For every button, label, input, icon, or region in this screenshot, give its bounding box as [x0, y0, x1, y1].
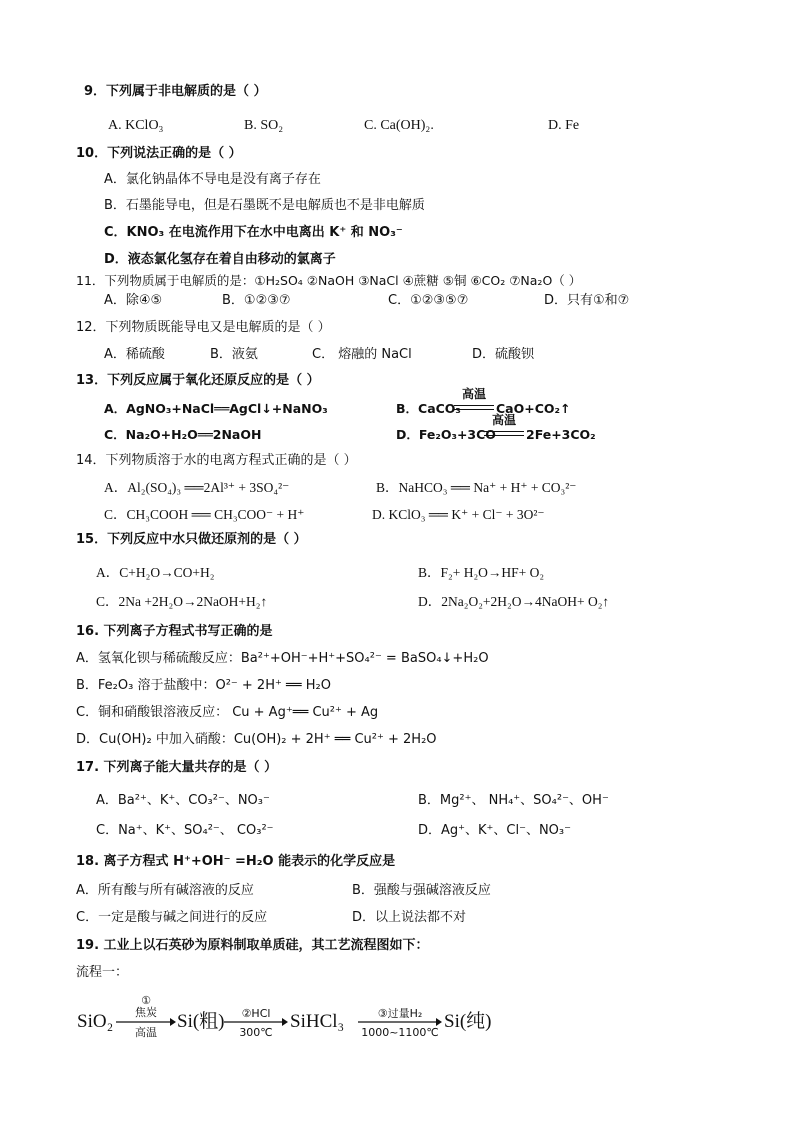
q19-stem: 19. 工业上以石英砂为原料制取单质硅，其工艺流程图如下： — [76, 938, 429, 953]
q15-option-d: D．2Na₂O₂+2H₂O→4NaOH+ O₂↑ — [418, 594, 610, 609]
q19-flow-label: 流程一： — [76, 965, 129, 980]
q13-option-b-left: B．CaCO₃ — [396, 401, 461, 416]
q14-option-a: A．Al₂(SO₄)₃ ══2Al³⁺ + 3SO₄²⁻ — [104, 480, 290, 495]
q18-option-c: C．一定是酸与碱之间进行的反应 — [76, 910, 268, 925]
q16-option-c: C．铜和硝酸银溶液反应： Cu + Ag⁺══ Cu²⁺ + Ag — [76, 705, 379, 720]
q17-option-b: B．Mg²⁺、 NH₄⁺、SO₄²⁻、OH⁻ — [418, 793, 609, 808]
flow-si-pure: Si(纯) — [444, 1011, 492, 1032]
q14-option-d: D. KClO₃ ══ K⁺ + Cl⁻ + 3O²⁻ — [372, 507, 545, 522]
q9-option-a: A. KClO₃ — [108, 118, 164, 133]
q13-d-eq-line-bottom — [484, 435, 524, 436]
q12-option-a: A．稀硫酸 — [104, 347, 165, 362]
q12-option-b: B．液氨 — [210, 347, 258, 362]
q14-option-c: C．CH₃COOH ══ CH₃COO⁻ + H⁺ — [104, 507, 305, 522]
q13-option-d-condition: 高温 — [491, 413, 516, 427]
q16-option-a: A．氢氧化钡与稀硫酸反应：Ba²⁺+OH⁻+H⁺+SO₄²⁻ = BaSO₄↓+H₂O — [76, 651, 489, 666]
q15-option-a: A．C+H₂O→CO+H₂ — [96, 565, 215, 580]
flow-step3-reagent: ③过量H₂ — [377, 1007, 423, 1020]
flow-si-crude: Si(粗) — [177, 1011, 225, 1032]
q15-stem: 15．下列反应中水只做还原剂的是（ ） — [76, 532, 307, 547]
flow-step1-condition: 高温 — [135, 1026, 157, 1039]
q10-option-d: D．液态氯化氢存在着自由移动的氯离子 — [104, 252, 336, 267]
q17-option-c: C．Na⁺、K⁺、SO₄²⁻、 CO₃²⁻ — [96, 823, 274, 838]
flow-step1-number: ① — [141, 994, 151, 1007]
q15-option-b: B．F₂+ H₂O→HF+ O₂ — [418, 565, 545, 580]
q17-stem: 17. 下列离子能大量共存的是（ ） — [76, 760, 278, 775]
q14-option-b: B．NaHCO₃ ══ Na⁺ + H⁺ + CO₃²⁻ — [376, 480, 577, 495]
q16-option-d: D．Cu(OH)₂ 中加入硝酸：Cu(OH)₂ + 2H⁺ ══ Cu²⁺ + 2H₂O — [76, 732, 437, 747]
q13-b-eq-line-bottom — [454, 409, 494, 410]
q13-option-c: C．Na₂O+H₂O══2NaOH — [104, 427, 262, 442]
q11-stem: 11．下列物质属于电解质的是：①H₂SO₄ ②NaOH ③NaCl ④蔗糖 ⑤铜 ⑥CO₂ ⑦Na₂O（ ） — [76, 273, 582, 288]
q18-option-b: B．强酸与强碱溶液反应 — [352, 883, 491, 898]
flow-sihcl3: SiHCl₃ — [290, 1011, 345, 1032]
q9-option-d: D. Fe — [548, 118, 580, 133]
q15-option-c: C．2Na +2H₂O→2NaOH+H₂↑ — [96, 594, 268, 609]
q10-option-c: C．KNO₃ 在电流作用下在水中电离出 K⁺ 和 NO₃⁻ — [104, 225, 403, 240]
q9-option-c: C. Ca(OH)₂. — [364, 118, 434, 133]
q13-option-b-right: CaO+CO₂↑ — [496, 401, 571, 416]
q12-stem: 12．下列物质既能导电又是电解质的是（ ） — [76, 320, 331, 335]
flow-step1-reagent: 焦炭 — [135, 1006, 157, 1019]
q16-stem: 16. 下列离子方程式书写正确的是 — [76, 624, 273, 639]
q13-option-b-condition: 高温 — [461, 387, 486, 401]
flow-step3-condition: 1000~1100℃ — [361, 1026, 439, 1039]
q13-option-a: A．AgNO₃+NaCl══AgCl↓+NaNO₃ — [104, 401, 328, 416]
q17-option-a: A．Ba²⁺、K⁺、CO₃²⁻、NO₃⁻ — [96, 793, 270, 808]
q18-option-a: A．所有酸与所有碱溶液的反应 — [76, 883, 254, 898]
q13-option-d-right: 2Fe+3CO₂ — [526, 427, 596, 442]
flow-step2-reagent: ②HCl — [241, 1007, 271, 1020]
q11-option-d: D．只有①和⑦ — [544, 293, 630, 308]
q11-option-a: A．除④⑤ — [104, 293, 163, 308]
q9-stem: 9．下列属于非电解质的是（ ） — [84, 84, 267, 99]
q11-option-c: C．①②③⑤⑦ — [388, 293, 469, 308]
q11-option-b: B．①②③⑦ — [222, 293, 291, 308]
q13-stem: 13．下列反应属于氧化还原反应的是（ ） — [76, 373, 320, 388]
q14-stem: 14．下列物质溶于水的电离方程式正确的是（ ） — [76, 453, 357, 468]
q10-option-b: B．石墨能导电，但是石墨既不是电解质也不是非电解质 — [104, 198, 425, 213]
q18-option-d: D．以上说法都不对 — [352, 910, 467, 925]
q10-stem: 10．下列说法正确的是（ ） — [76, 146, 242, 161]
q13-option-d-left: D．Fe₂O₃+3CO — [396, 427, 496, 442]
q12-option-c: C． 熔融的 NaCl — [312, 347, 412, 362]
q12-option-d: D．硫酸钡 — [472, 347, 535, 362]
q16-option-b: B．Fe₂O₃ 溶于盐酸中：O²⁻ + 2H⁺ ══ H₂O — [76, 678, 331, 693]
flow-step2-condition: 300℃ — [239, 1026, 273, 1039]
q9-option-b: B. SO₂ — [244, 118, 284, 133]
q13-d-eq-line-top — [484, 431, 524, 432]
q10-option-a: A．氯化钠晶体不导电是没有离子存在 — [104, 172, 321, 187]
q18-stem: 18. 离子方程式 H⁺+OH⁻ =H₂O 能表示的化学反应是 — [76, 854, 396, 869]
flow-sio2: SiO₂ — [77, 1011, 114, 1032]
q13-b-eq-line-top — [454, 405, 494, 406]
q17-option-d: D．Ag⁺、K⁺、Cl⁻、NO₃⁻ — [418, 823, 571, 838]
